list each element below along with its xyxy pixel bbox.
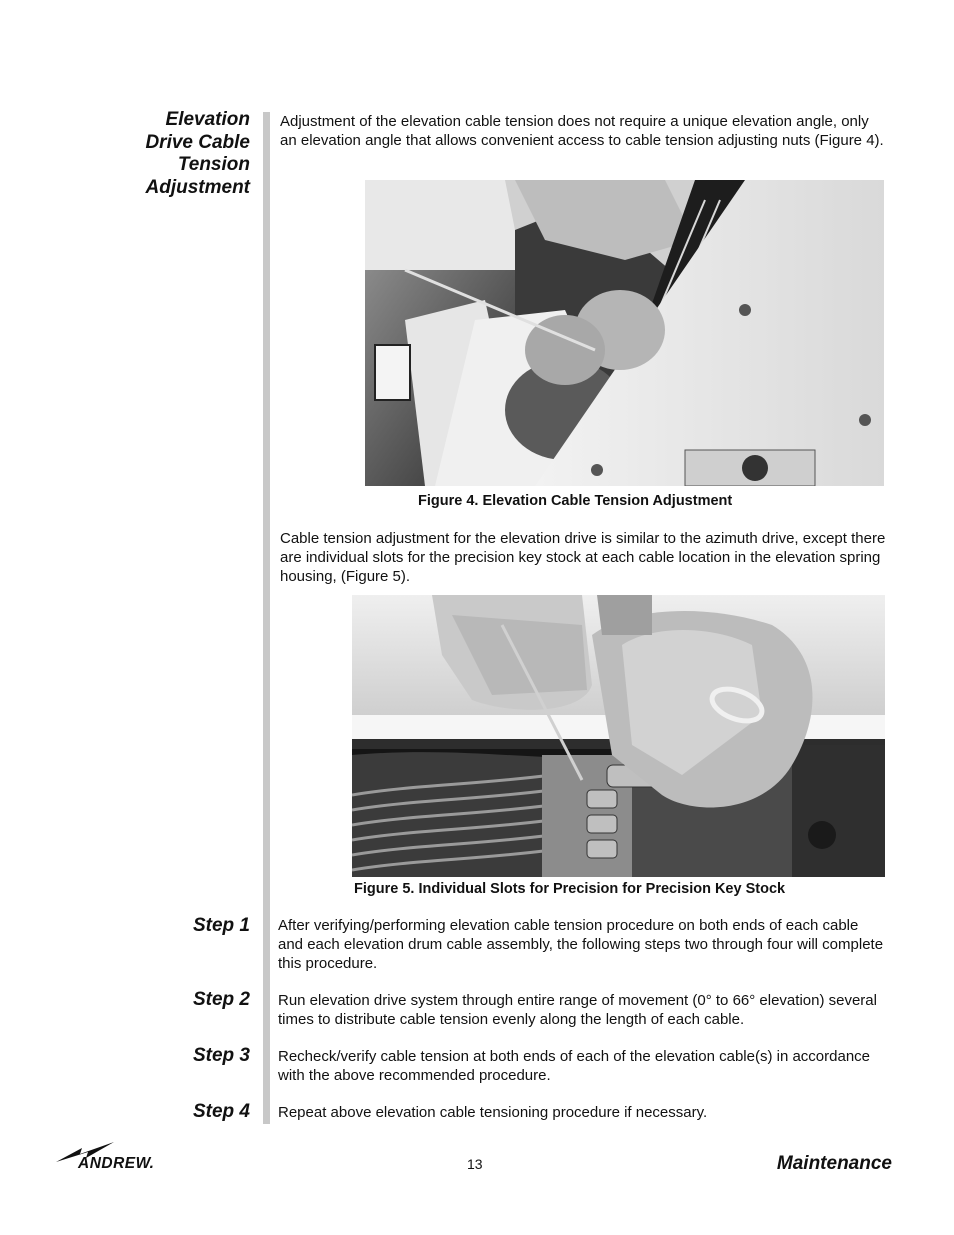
step-label: Step 2	[192, 989, 250, 1010]
section-title	[145, 109, 250, 199]
section-title-line: Drive Cable	[145, 131, 250, 153]
page-number: 13	[467, 1156, 483, 1172]
middle-paragraph: Cable tension adjustment for the elevation drive is similar to the azimuth drive, except there are individual slots for the precision key stock at each cable location in the elevation spring housing, (Figure 5).	[280, 530, 886, 585]
section-title-line: Adjustment	[145, 176, 250, 198]
section-title-line: Tension	[177, 154, 250, 175]
figure4-caption: Figure 4. Elevation Cable Tension Adjustment	[418, 493, 733, 509]
step-text: Run elevation drive system through entire range of movement (0° to 66° elevation) several times to distribute cable tension evenly along the length of each cable.	[278, 992, 877, 1028]
figure5-photo	[352, 595, 885, 877]
figure4-photo	[365, 180, 884, 486]
step-label: Step 1	[192, 915, 250, 936]
vertical-divider	[263, 112, 270, 1124]
step-text: Recheck/verify cable tension at both ends of each of the elevation cable(s) in accordance with the above recommended procedure.	[278, 1048, 871, 1084]
footer-section-name: Maintenance	[776, 1153, 892, 1174]
step-text: Repeat above elevation cable tensioning procedure if necessary.	[278, 1104, 708, 1121]
andrew-logo	[56, 1140, 171, 1176]
step-text: After verifying/performing elevation cable tension procedure on both ends of each cable and each elevation drum cable assembly, the following steps two through four will complete this procedure.	[278, 917, 884, 972]
step-label: Step 4	[192, 1101, 250, 1122]
logo-text: ANDREW.	[78, 1155, 155, 1172]
section-title-line: Elevation	[165, 109, 250, 130]
step-label: Step 3	[192, 1045, 250, 1066]
intro-paragraph: Adjustment of the elevation cable tension does not require a unique elevation angle, only an elevation angle that allows convenient access to cable tension adjusting nuts (Figure 4).	[280, 113, 884, 149]
figure5-caption: Figure 5. Individual Slots for Precision for Precision Key Stock	[354, 881, 786, 897]
